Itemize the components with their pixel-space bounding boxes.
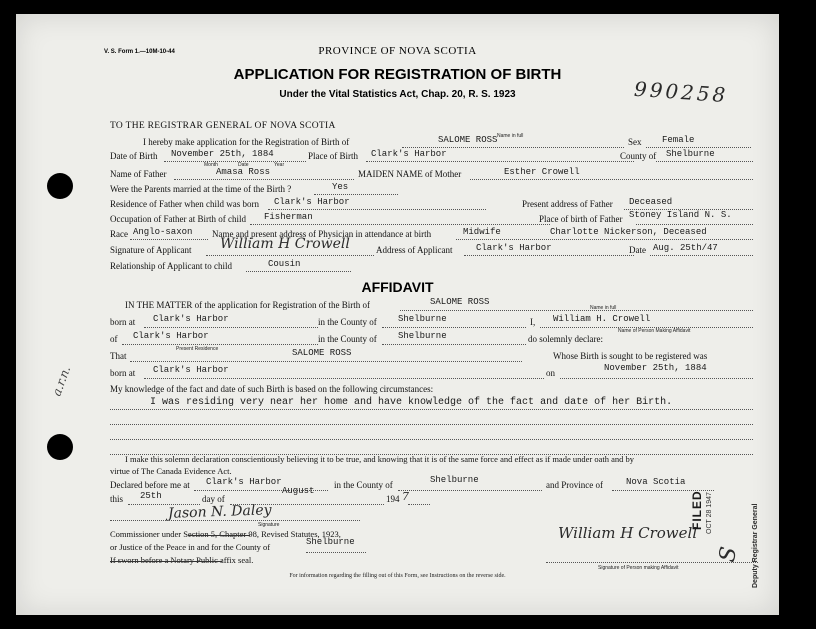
race-label: Race [110, 229, 128, 239]
date-label: Date [629, 245, 646, 255]
birth-registration-form [16, 14, 779, 615]
mother-label: MAIDEN NAME of Mother [358, 169, 462, 179]
father-birthplace-label: Place of birth of Father [539, 214, 623, 224]
form-title: APPLICATION FOR REGISTRATION OF BIRTH [233, 66, 562, 83]
deputy-registrar-stamp: Deputy Registrar General [752, 503, 759, 588]
affidavit-county: Shelburne [398, 314, 447, 324]
name-in-full-caption: Name in full [497, 133, 524, 139]
date-caption: Date [238, 162, 249, 168]
form-subtitle: Under the Vital Statistics Act, Chap. 20, R. S. 1923 [279, 89, 516, 100]
affidavit-birth-date: November 25th, 1884 [604, 363, 707, 373]
mother-maiden-name: Esther Crowell [504, 167, 580, 177]
father-occupation: Fisherman [264, 212, 313, 222]
province-label: and Province of [546, 480, 603, 490]
justice-county: Shelburne [306, 537, 355, 547]
applicant-address-label: Address of Applicant [376, 245, 453, 255]
filed-stamp: FILED [690, 490, 704, 530]
commissioner-signature: Jason N. Daley [167, 502, 272, 522]
day-of-label: day of [202, 494, 225, 504]
form-id: V. S. Form 1.—10M-10-44 [104, 49, 175, 55]
affidavit-born-at-2: Clark's Harbor [153, 365, 229, 375]
father-label: Name of Father [110, 169, 167, 179]
sex-label: Sex [628, 137, 642, 147]
county-of-label: in the County of [318, 317, 377, 327]
of-label: of [110, 334, 118, 344]
matter-label: IN THE MATTER of the application for Registration of the Birth of [125, 300, 371, 310]
county-label: County of [620, 151, 657, 161]
child-sex: Female [662, 135, 695, 145]
whose-birth-label: Whose Birth is sought to be registered was [553, 351, 708, 361]
county-of-label-2: in the County of [318, 334, 377, 344]
residence-label: Residence of Father when child was born [110, 199, 259, 209]
circumstances-text: I was residing very near her home and have knowledge of the fact and date of her Birth. [150, 397, 673, 408]
application-date: Aug. 25th/47 [653, 243, 718, 253]
punch-hole-bottom [47, 434, 73, 460]
physician-name: Charlotte Nickerson, Deceased [550, 227, 707, 237]
filed-stamp-date: OCT 28 1947 [706, 492, 713, 534]
deponent-name: William H. Crowell [553, 314, 651, 324]
that-label: That [110, 351, 127, 361]
relationship-label: Relationship of Applicant to child [110, 261, 232, 271]
affidavit-child-name: SALOME ROSS [430, 297, 490, 307]
born-at-label: born at [110, 317, 136, 327]
registration-number: 990258 [633, 76, 730, 108]
declared-county: Shelburne [430, 475, 479, 485]
year-caption: Year [274, 162, 285, 168]
i-label: I, [530, 317, 536, 327]
applicant-address: Clark's Harbor [476, 243, 552, 253]
on-label: on [546, 368, 555, 378]
child-name: SALOME ROSS [438, 135, 498, 145]
present-residence-caption: Present Residence [176, 346, 219, 352]
commissioner-line: Commissioner under Section 5, Chapter 98, Revised Statutes, 1923, [110, 529, 341, 539]
place-label: Place of Birth [308, 151, 358, 161]
that-child-name: SALOME ROSS [292, 348, 352, 358]
affidavit-born-at: Clark's Harbor [153, 314, 229, 324]
declared-county-label: in the County of [334, 480, 393, 490]
signature-label: Signature of Applicant [110, 245, 192, 255]
month-caption: Month [204, 162, 218, 168]
punch-hole-top [47, 173, 73, 199]
parents-married: Yes [332, 182, 349, 192]
relationship: Cousin [268, 259, 301, 269]
deponent-caption: Name of Person Making Affidavit [618, 328, 691, 334]
declared-province: Nova Scotia [626, 477, 686, 487]
declared-day: 25th [140, 491, 162, 501]
declare-label: do solemnly declare: [528, 334, 603, 344]
knowledge-label: My knowledge of the fact and date of such Birth is based on the following circumstances: [110, 384, 434, 394]
apply-label: I hereby make application for the Registration of Birth of [143, 137, 350, 147]
father-present-address: Deceased [629, 197, 673, 207]
declared-label: Declared before me at [110, 480, 190, 490]
date-of-birth: November 25th, 1884 [171, 149, 274, 159]
county-of-birth: Shelburne [666, 149, 715, 159]
deponent-place: Clark's Harbor [133, 331, 209, 341]
deponent-signature: William H Crowell [558, 524, 698, 542]
to-registrar-line: TO THE REGISTRAR GENERAL OF NOVA SCOTIA [110, 121, 336, 131]
father-birthplace: Stoney Island N. S. [629, 210, 732, 220]
race: Anglo-saxon [133, 227, 193, 237]
applicant-signature: William H Crowell [220, 236, 350, 252]
dob-label: Date of Birth [110, 151, 158, 161]
margin-note: a.r.n. [49, 364, 74, 398]
declaration-text-2: virtue of The Canada Evidence Act. [110, 466, 232, 476]
declaration-text-1: I make this solemn declaration conscientiously believing it to be true, and knowing that it is of the same force and effect as if made under oath and by [125, 454, 634, 464]
declared-month: August [282, 486, 315, 496]
deponent-signature-caption: Signature of Person making Affidavit [598, 565, 679, 571]
this-label: this [110, 494, 124, 504]
born-at-label-2: born at [110, 368, 136, 378]
father-residence: Clark's Harbor [274, 197, 350, 207]
occupation-label: Occupation of Father at Birth of child [110, 214, 246, 224]
affidavit-name-caption: Name in full [590, 305, 617, 311]
footer-note: For information regarding the filling out of this Form, see Instructions on the reverse side. [289, 573, 506, 579]
declared-year: 194 [386, 494, 400, 504]
justice-label: or Justice of the Peace in and for the County of [110, 542, 271, 552]
affidavit-heading: AFFIDAVIT [361, 279, 434, 295]
declared-at: Clark's Harbor [206, 477, 282, 487]
father-name: Amasa Ross [216, 167, 271, 177]
physician-type: Midwife [463, 227, 501, 237]
notary-line: If sworn before a Notary Public affix seal. [110, 555, 254, 565]
place-of-birth: Clark's Harbor [371, 149, 447, 159]
province-heading: PROVINCE OF NOVA SCOTIA [318, 45, 477, 57]
declared-year-end: 7 [402, 490, 409, 503]
physician-label: Name and present address of Physician in attendance at birth [212, 229, 432, 239]
present-address-label: Present address of Father [522, 199, 613, 209]
deponent-county: Shelburne [398, 331, 447, 341]
signature-caption: Signature [258, 522, 280, 528]
stamp-initials: S [714, 544, 743, 565]
married-label: Were the Parents married at the time of the Birth ? [110, 184, 292, 194]
